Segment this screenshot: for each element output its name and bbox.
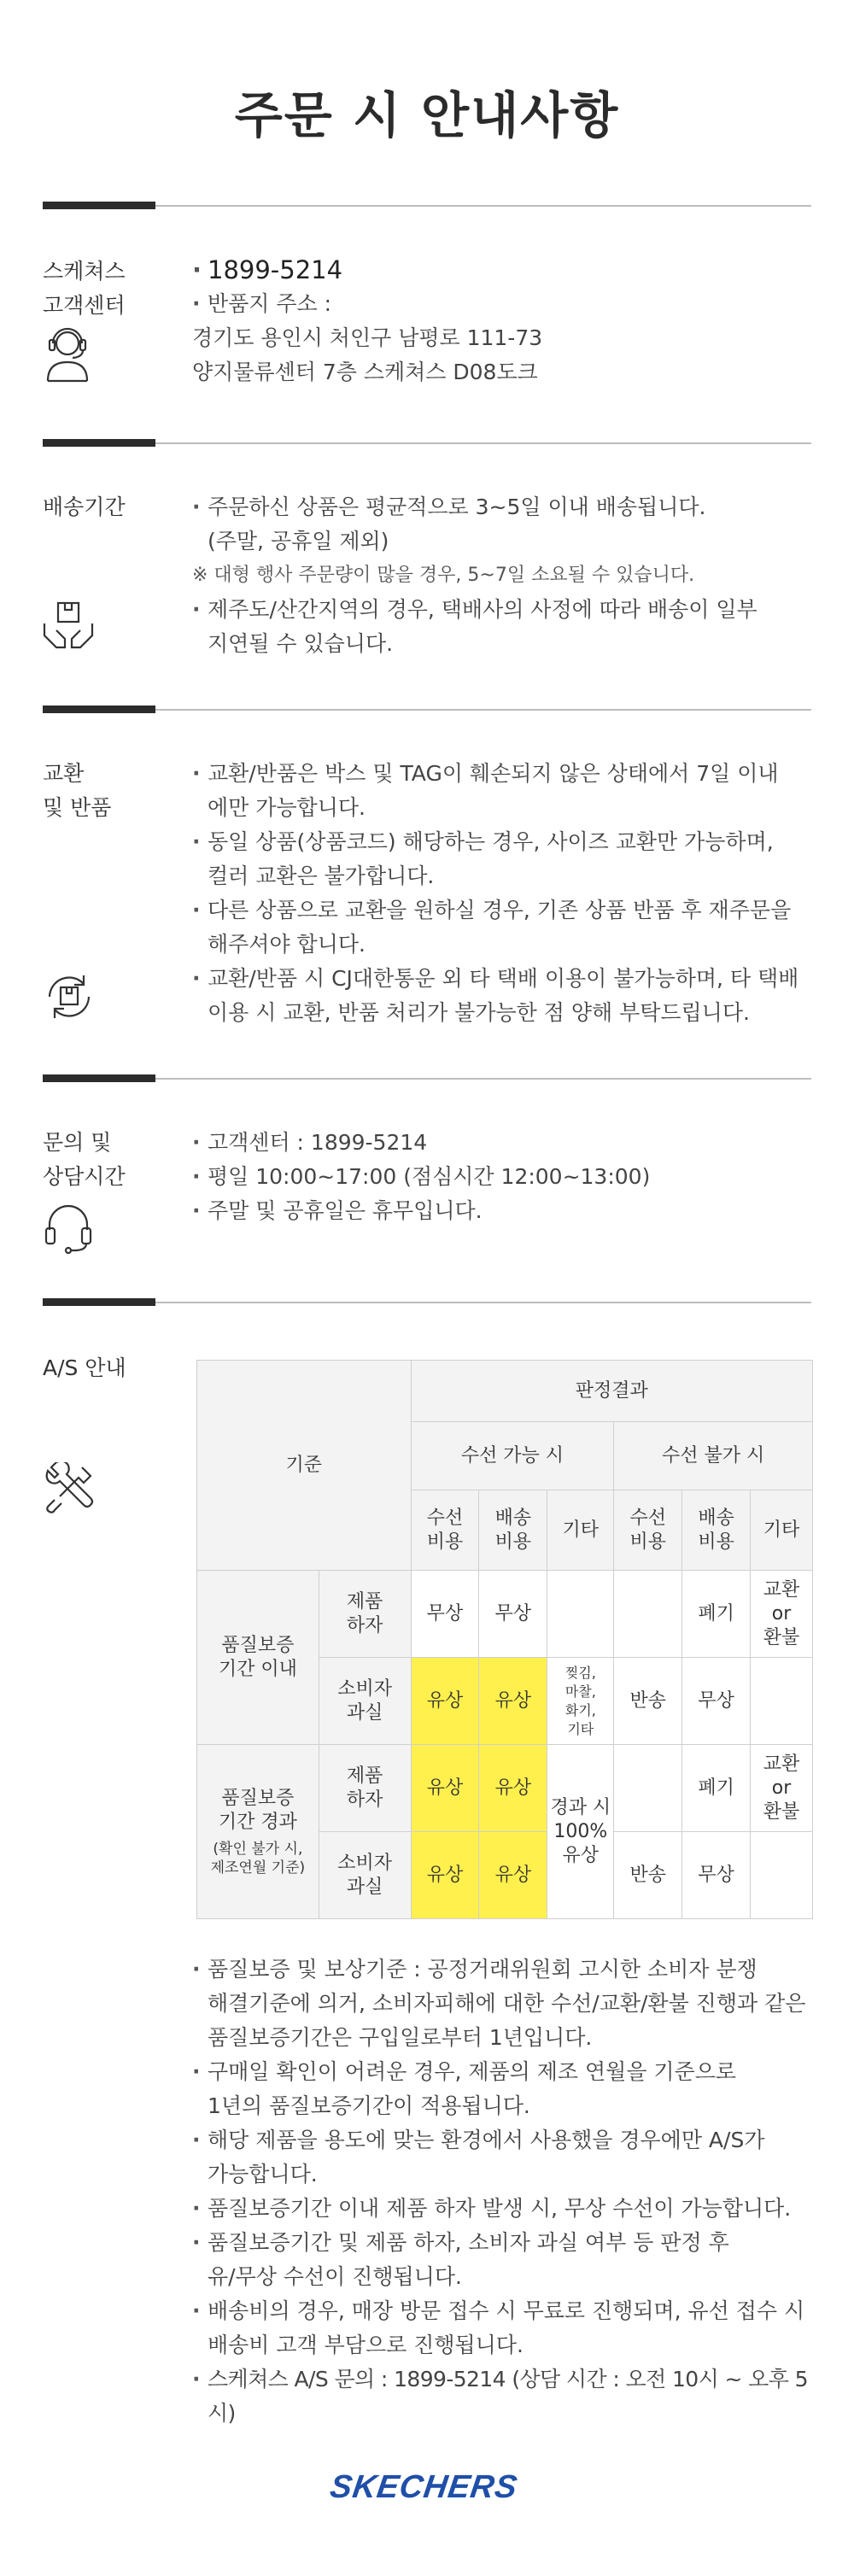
cell-paid: 유상 [411,1832,479,1919]
exchange-line: 이용 시 교환, 반품 처리가 불가능한 점 양해 부탁드립니다. [208,1000,750,1025]
cell-paid: 유상 [411,1745,479,1832]
exchange-line: · 교환/반품 시 CJ대한통운 외 타 택배 이용이 불가능하며, 타 택배 [208,966,799,991]
cell-free: 무상 [479,1571,547,1658]
headset-agent-icon [41,323,94,383]
inquiry-label-line: 상담시간 [43,1164,126,1189]
as-note-line: 1년의 품질보증기간이 적용됩니다. [208,2093,530,2118]
as-note-item [192,2362,816,2431]
cell-damage-types: 찢김, 마찰, 화기, 기타 [547,1658,614,1745]
inquiry-item: · 평일 10:00~17:00 (점심시간 12:00~13:00) [192,1160,816,1194]
headphones-icon [41,1199,96,1254]
as-note-item [192,2123,816,2192]
unrepairable-header: 수선 불가 시 [614,1422,813,1490]
cell-empty [614,1745,682,1832]
exchange-line: 에만 가능합니다. [208,795,366,820]
delivery-line: · 주문하신 상품은 평균적으로 3~5일 이내 배송됩니다. [208,495,706,519]
cell-dispose: 폐기 [682,1745,751,1832]
repair-cost-header: 수선 비용 [614,1490,682,1571]
as-note-line: · 스케쳐스 A/S 문의 : 1899-5214 (상담 시간 : 오전 10시 ~ 오후 5시) [208,2367,808,2426]
ship-cost-header: 배송 비용 [479,1490,547,1571]
as-note-line: · 품질보증기간 및 제품 하자, 소비자 과실 여부 등 판정 후 [208,2230,729,2255]
delivery-line: (주말, 공휴일 제외) [208,529,389,553]
as-note-line: 품질보증기간은 구입일로부터 1년입니다. [208,2025,593,2050]
inquiry-item: · 고객센터 : 1899-5214 [192,1126,816,1160]
criteria-header: 기준 [197,1361,412,1571]
cell-exchange-refund: 교환 or 환불 [751,1745,813,1832]
as-note-line: 유/무상 수선이 진행됩니다. [208,2264,462,2289]
within-warranty-label: 품질보증 기간 이내 [197,1571,319,1745]
delivery-item [192,490,816,559]
brand-wordmark: SKECHERS [327,2468,520,2505]
skechers-logo [0,2465,854,2511]
defect-label: 제품 하자 [319,1745,411,1832]
section-divider [43,1302,811,1303]
inquiry-label [43,1126,126,1194]
cell-paid: 유상 [479,1745,547,1832]
repairable-header: 수선 가능 시 [411,1422,614,1490]
as-notes [192,1952,816,2431]
inquiry-label-line: 문의 및 [43,1130,112,1155]
exchange-line: · 교환/반품은 박스 및 TAG이 훼손되지 않은 상태에서 7일 이내 [208,761,779,786]
cell-paid: 유상 [411,1658,479,1745]
page-title: 주문 시 안내사항 [234,86,620,144]
as-note-item [192,2226,816,2294]
fault-label: 소비자 과실 [319,1832,411,1919]
cell-paid: 유상 [479,1832,547,1919]
delivery-note: ※ 대형 행사 주문량이 많을 경우, 5~7일 소요될 수 있습니다. [192,565,695,586]
cs-phone: · 1899-5214 [192,253,816,287]
delivery-item [192,593,816,661]
package-hands-icon [41,598,96,653]
as-note-line: 가능합니다. [208,2162,318,2187]
ship-cost-header: 배송 비용 [682,1490,751,1571]
as-judgement-table [196,1360,813,1919]
cs-label-line: 스케쳐스 [43,259,126,284]
cell-free: 무상 [411,1571,479,1658]
delivery-line: · 제주도/산간지역의 경우, 택배사의 사정에 따라 배송이 일부 [208,597,757,622]
tools-icon [41,1462,96,1517]
cell-empty [547,1571,614,1658]
exchange-line: 해주셔야 합니다. [208,932,366,957]
as-note-item [192,1952,816,2055]
cs-address-line: 경기도 용인시 처인구 남평로 111-73 [192,325,543,350]
as-note-line: 해결기준에 의거, 소비자피해에 대한 수선/교환/환불 진행과 같은 [208,1991,806,2016]
exchange-line: · 다른 상품으로 교환을 원하실 경우, 기존 상품 반품 후 재주문을 [208,898,792,922]
defect-label: 제품 하자 [319,1571,411,1658]
as-note-line: · 구매일 확인이 어려운 경우, 제품의 제조 연월을 기준으로 [208,2059,737,2084]
cell-empty [614,1571,682,1658]
inquiry-content [192,1126,816,1228]
result-header: 판정결과 [411,1361,812,1422]
cell-paid: 유상 [479,1658,547,1745]
as-note-line: · 품질보증기간 이내 제품 하자 발생 시, 무상 수선이 가능합니다. [208,2196,792,2221]
exchange-label [43,757,111,825]
cell-dispose: 폐기 [682,1571,751,1658]
cell-return: 반송 [614,1658,682,1745]
exchange-label-line: 및 반품 [43,795,112,820]
exchange-item [192,962,816,1030]
section-divider [43,205,811,207]
exchange-cycle-icon [41,969,97,1025]
exchange-line: 컬러 교환은 불가합니다. [208,864,435,888]
cell-free: 무상 [682,1658,751,1745]
section-divider [43,442,811,444]
exchange-label-line: 교환 [43,761,85,786]
after-warranty-label: 품질보증 기간 경과 (확인 불가 시, 제조연월 기준) [197,1745,319,1919]
cell-exchange-refund: 교환 or 환불 [751,1571,813,1658]
as-note-item [192,2192,816,2226]
cell-empty [751,1658,813,1745]
delivery-content [192,490,816,661]
exchange-item [192,825,816,893]
inquiry-item: · 주말 및 공휴일은 휴무입니다. [192,1194,816,1228]
as-note-line: 배송비 고객 부담으로 진행됩니다. [208,2333,524,2357]
section-divider [43,1078,811,1080]
cell-after-paid: 경과 시 100% 유상 [547,1745,614,1919]
cell-empty [751,1832,813,1919]
cs-content [192,253,816,389]
as-label: A/S 안내 [43,1355,126,1380]
delivery-label: 배송기간 [43,495,126,519]
cell-free: 무상 [682,1832,751,1919]
delivery-line: 지연될 수 있습니다. [208,631,394,656]
exchange-content [192,757,816,1030]
repair-cost-header: 수선 비용 [411,1490,479,1571]
as-note-line: · 배송비의 경우, 매장 방문 접수 시 무료로 진행되며, 유선 접수 시 [208,2298,805,2323]
cs-label-line: 고객센터 [43,293,126,318]
exchange-item [192,893,816,962]
exchange-item [192,757,816,825]
as-note-item [192,2294,816,2362]
exchange-line: · 동일 상품(상품코드) 해당하는 경우, 사이즈 교환만 가능하며, [208,829,774,854]
fault-label: 소비자 과실 [319,1658,411,1745]
cs-address-label: · 반품지 주소 : [192,287,816,321]
as-note-line: · 품질보증 및 보상기준 : 공정거래위원회 고시한 소비자 분쟁 [208,1957,757,1982]
etc-header: 기타 [547,1490,614,1571]
as-note-line: · 해당 제품을 용도에 맞는 환경에서 사용했을 경우에만 A/S가 [208,2128,765,2152]
section-divider [43,709,811,711]
cs-address-line: 양지물류센터 7층 스케쳐스 D08도크 [192,360,538,384]
cs-label [43,255,126,323]
as-note-item [192,2055,816,2123]
cell-return: 반송 [614,1832,682,1919]
etc-header: 기타 [751,1490,813,1571]
